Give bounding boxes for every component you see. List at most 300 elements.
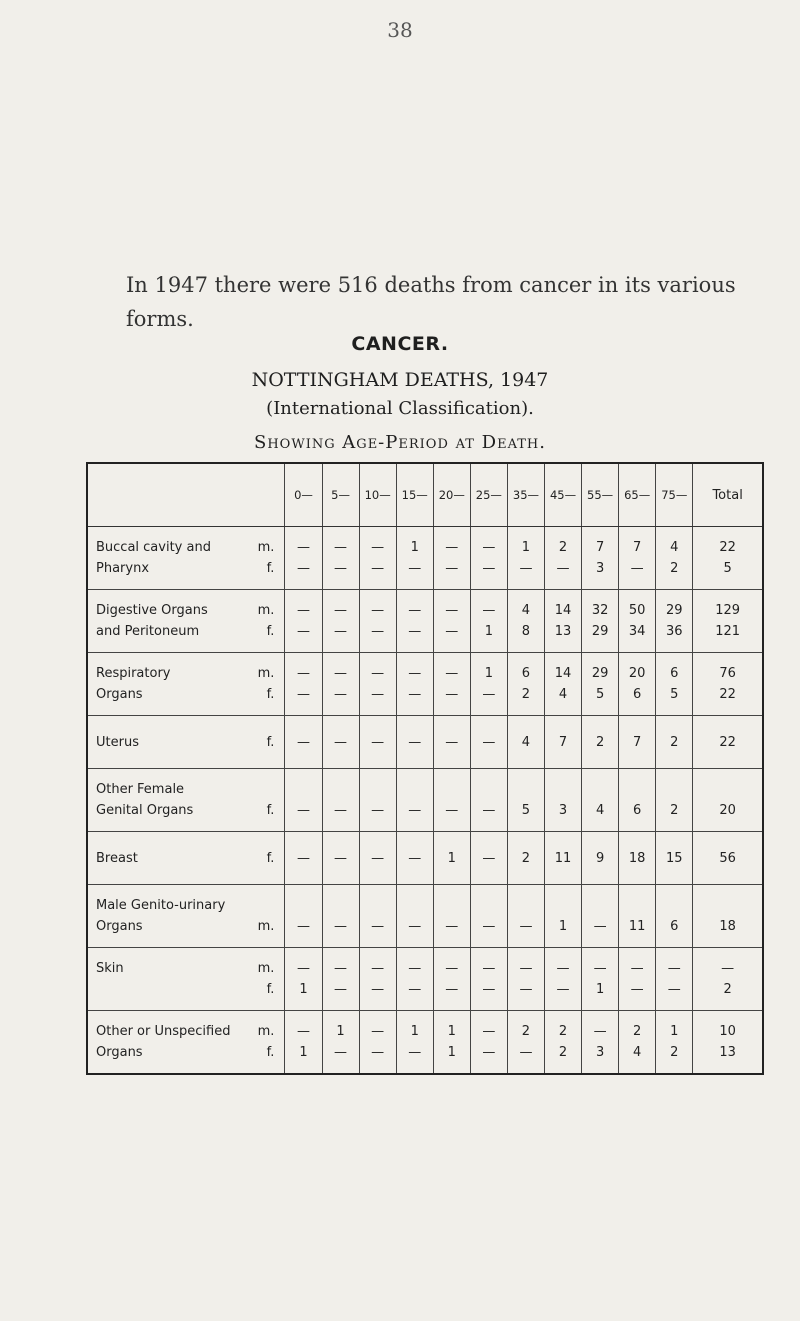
cause-label: Organs: [96, 687, 143, 702]
cell-value: 2: [723, 982, 732, 997]
cell-value: —: [445, 961, 459, 976]
count-cell: [619, 527, 656, 590]
count-cell: [656, 716, 693, 769]
sex-label: f.: [266, 734, 275, 750]
count-cell: [656, 590, 693, 653]
count-cell: [322, 885, 359, 948]
cell-value: —: [519, 919, 533, 934]
table-row: [87, 885, 763, 948]
cell-value: 1: [484, 666, 493, 681]
cause-label: Buccal cavity and: [96, 540, 211, 555]
cause-label: Breast: [96, 850, 138, 866]
cell-value: [285, 779, 321, 800]
count-cell: [656, 1011, 693, 1075]
row-label-line: [96, 732, 284, 753]
count-cell: [396, 1011, 433, 1075]
row-label: [87, 1011, 285, 1075]
cell-value: —: [519, 561, 533, 576]
sex-label: f.: [266, 982, 275, 997]
sex-label: f.: [266, 850, 275, 866]
count-cell: [470, 590, 507, 653]
count-cell: [470, 832, 507, 885]
cell-value: —: [334, 982, 348, 997]
sex-label: f.: [266, 803, 275, 818]
count-cell: [619, 769, 656, 832]
cell-value: [582, 779, 618, 800]
cancer-deaths-table-container: [86, 462, 764, 1075]
cell-value: 3: [595, 1045, 605, 1060]
header-blank: [87, 463, 285, 527]
count-cell: [285, 1011, 322, 1075]
header-age-7: 45—: [544, 463, 581, 527]
cell-value: 2: [558, 540, 568, 555]
cell-value: 2: [670, 803, 679, 818]
cell-value: 32: [591, 603, 609, 618]
cell-value: —: [593, 961, 607, 976]
table-title: NOTTINGHAM DEATHS, 1947: [251, 369, 549, 391]
row-label-line: [96, 537, 284, 558]
cell-value: —: [371, 603, 385, 618]
cell-value: 1: [299, 982, 308, 997]
cell-value: —: [296, 666, 310, 681]
page-number: 38: [387, 18, 413, 42]
cell-value: 6: [633, 803, 642, 818]
cell-value: 4: [670, 540, 679, 555]
count-cell: [322, 527, 359, 590]
cell-value: 4: [633, 1045, 642, 1060]
header-age-4: 20—: [433, 463, 470, 527]
cell-value: 18: [719, 919, 736, 934]
cell-value: 4: [521, 603, 531, 618]
total-cell: [693, 653, 763, 716]
cell-value: 2: [521, 850, 531, 866]
cell-value: 2: [633, 1024, 642, 1039]
cell-value: 1: [410, 1024, 419, 1039]
cell-value: —: [334, 850, 348, 866]
count-cell: [619, 590, 656, 653]
row-label-line: [96, 848, 284, 869]
cause-label: Other or Unspecified: [96, 1024, 231, 1039]
count-cell: [433, 590, 470, 653]
total-cell: [693, 590, 763, 653]
cell-value: 20: [628, 666, 646, 681]
cell-value: —: [519, 982, 533, 997]
table-row: [87, 948, 763, 1011]
count-cell: [507, 653, 544, 716]
cancer-deaths-table: [86, 462, 764, 1075]
cell-value: —: [445, 803, 459, 818]
cell-value: [323, 895, 359, 916]
count-cell: [359, 653, 396, 716]
cell-value: —: [721, 961, 735, 976]
count-cell: [322, 832, 359, 885]
header-age-6: 35—: [507, 463, 544, 527]
cell-value: 13: [719, 1045, 736, 1060]
cell-value: [508, 895, 544, 916]
cell-value: 76: [719, 666, 736, 681]
cell-value: [323, 779, 359, 800]
row-label-line: [96, 1021, 284, 1042]
count-cell: [433, 1011, 470, 1075]
header-age-8: 55—: [582, 463, 619, 527]
cell-value: —: [408, 687, 422, 702]
cell-value: —: [296, 850, 310, 866]
cell-value: —: [334, 803, 348, 818]
count-cell: [285, 832, 322, 885]
table-row: [87, 832, 763, 885]
cell-value: [397, 779, 433, 800]
cell-value: —: [556, 961, 570, 976]
classification-note: (International Classification).: [266, 398, 534, 419]
cell-value: —: [296, 561, 310, 576]
cell-value: —: [445, 982, 459, 997]
row-label: [87, 590, 285, 653]
row-label-line: [96, 979, 284, 1000]
row-label: [87, 948, 285, 1011]
count-cell: [507, 832, 544, 885]
cell-value: —: [371, 561, 385, 576]
cell-value: 7: [595, 540, 605, 555]
table-row: [87, 716, 763, 769]
count-cell: [285, 716, 322, 769]
count-cell: [285, 590, 322, 653]
count-cell: [619, 948, 656, 1011]
sex-label: m.: [257, 961, 275, 976]
sex-label: f.: [266, 1045, 275, 1060]
count-cell: [619, 716, 656, 769]
sex-label: m.: [257, 540, 275, 555]
count-cell: [396, 527, 433, 590]
row-label-line: [96, 800, 284, 821]
cell-value: —: [296, 803, 310, 818]
cell-value: 2: [521, 687, 531, 702]
table-row: [87, 527, 763, 590]
count-cell: [322, 948, 359, 1011]
cell-value: 22: [719, 734, 736, 750]
cell-value: 11: [628, 919, 646, 934]
count-cell: [285, 885, 322, 948]
count-cell: [582, 948, 619, 1011]
cell-value: —: [334, 540, 348, 555]
cell-value: 8: [521, 624, 531, 639]
count-cell: [582, 769, 619, 832]
count-cell: [619, 653, 656, 716]
cell-value: —: [445, 666, 459, 681]
cell-value: —: [371, 850, 385, 866]
cell-value: 7: [633, 734, 642, 750]
count-cell: [470, 948, 507, 1011]
cell-value: 29: [591, 624, 609, 639]
cell-value: 6: [521, 666, 531, 681]
cell-value: —: [334, 603, 348, 618]
cell-value: —: [630, 961, 644, 976]
sex-label: m.: [257, 603, 275, 618]
row-label: [87, 653, 285, 716]
cell-value: [545, 895, 581, 916]
cell-value: [693, 779, 762, 800]
cell-value: —: [482, 850, 496, 866]
count-cell: [396, 716, 433, 769]
cell-value: —: [482, 919, 496, 934]
count-cell: [322, 716, 359, 769]
cell-value: —: [334, 666, 348, 681]
count-cell: [544, 653, 581, 716]
count-cell: [470, 1011, 507, 1075]
cell-value: [471, 779, 507, 800]
count-cell: [470, 769, 507, 832]
cell-value: —: [296, 540, 310, 555]
cell-value: [582, 895, 618, 916]
count-cell: [619, 1011, 656, 1075]
cell-value: 5: [595, 687, 605, 702]
table-row: [87, 1011, 763, 1075]
cause-label: Respiratory: [96, 666, 171, 681]
cell-value: 1: [336, 1024, 345, 1039]
cell-value: 2: [595, 734, 605, 750]
count-cell: [433, 769, 470, 832]
cell-value: 34: [628, 624, 646, 639]
cell-value: 15: [665, 850, 683, 866]
cell-value: [656, 895, 692, 916]
cause-label: Uterus: [96, 734, 139, 750]
cell-value: —: [482, 687, 496, 702]
cell-value: —: [371, 982, 385, 997]
cell-value: —: [556, 982, 570, 997]
count-cell: [433, 885, 470, 948]
count-cell: [582, 527, 619, 590]
sex-label: m.: [257, 919, 275, 934]
cell-value: 129: [715, 603, 741, 618]
cell-value: 2: [670, 1045, 679, 1060]
count-cell: [656, 527, 693, 590]
table-row: [87, 653, 763, 716]
count-cell: [433, 653, 470, 716]
cell-value: 18: [628, 850, 646, 866]
count-cell: [582, 1011, 619, 1075]
row-label-line: [96, 600, 284, 621]
cell-value: [619, 779, 655, 800]
cell-value: 9: [595, 850, 605, 866]
row-label-line: [96, 895, 284, 916]
cell-value: —: [630, 982, 644, 997]
cell-value: [434, 779, 470, 800]
cell-value: 5: [521, 803, 531, 818]
row-label-line: [96, 663, 284, 684]
count-cell: [544, 716, 581, 769]
count-cell: [433, 948, 470, 1011]
cell-value: 2: [521, 1024, 531, 1039]
row-label-line: [96, 621, 284, 642]
cell-value: 50: [628, 603, 646, 618]
count-cell: [322, 653, 359, 716]
cause-label: and Peritoneum: [96, 624, 200, 639]
row-label-line: [96, 684, 284, 705]
cell-value: —: [482, 961, 496, 976]
cell-value: 29: [591, 666, 609, 681]
count-cell: [619, 832, 656, 885]
cell-value: —: [556, 561, 570, 576]
cause-label: Male Genito-urinary: [96, 898, 226, 913]
total-cell: [693, 885, 763, 948]
count-cell: [544, 832, 581, 885]
cell-value: 20: [719, 803, 736, 818]
cell-value: —: [482, 803, 496, 818]
cell-value: —: [334, 687, 348, 702]
row-label: [87, 527, 285, 590]
row-label: [87, 885, 285, 948]
cause-label: Organs: [96, 1045, 143, 1060]
count-cell: [582, 653, 619, 716]
cell-value: 1: [447, 850, 456, 866]
cell-value: —: [408, 603, 422, 618]
cell-value: —: [334, 1045, 348, 1060]
count-cell: [322, 769, 359, 832]
count-cell: [285, 653, 322, 716]
count-cell: [507, 590, 544, 653]
cause-label: Other Female: [96, 782, 185, 797]
count-cell: [507, 769, 544, 832]
cell-value: 1: [521, 540, 531, 555]
cell-value: 6: [670, 919, 679, 934]
total-cell: [693, 769, 763, 832]
header-age-1: 5—: [322, 463, 359, 527]
cell-value: —: [296, 603, 310, 618]
cell-value: [619, 895, 655, 916]
count-cell: [396, 885, 433, 948]
cell-value: 4: [521, 734, 531, 750]
cell-value: —: [371, 961, 385, 976]
cell-value: 36: [665, 624, 683, 639]
cause-label: Skin: [96, 961, 124, 976]
cell-value: —: [482, 540, 496, 555]
section-heading: CANCER.: [351, 333, 449, 355]
count-cell: [322, 590, 359, 653]
total-cell: [693, 1011, 763, 1075]
cell-value: 14: [554, 603, 572, 618]
cell-value: —: [593, 1024, 607, 1039]
total-cell: [693, 832, 763, 885]
cell-value: 22: [719, 687, 736, 702]
cell-value: [434, 895, 470, 916]
cell-value: 7: [633, 540, 642, 555]
row-label: [87, 832, 285, 885]
total-cell: [693, 527, 763, 590]
sex-label: f.: [266, 624, 275, 639]
count-cell: [470, 716, 507, 769]
header-row: [87, 463, 763, 527]
cell-value: —: [334, 734, 348, 750]
table-subtitle: Showing Age-Period at Death.: [254, 432, 546, 453]
cell-value: —: [593, 919, 607, 934]
cause-label: Digestive Organs: [96, 603, 208, 618]
count-cell: [285, 769, 322, 832]
cell-value: —: [334, 624, 348, 639]
cell-value: 5: [723, 561, 732, 576]
cell-value: 2: [670, 561, 679, 576]
count-cell: [396, 769, 433, 832]
cell-value: —: [296, 687, 310, 702]
cell-value: 1: [595, 982, 605, 997]
count-cell: [359, 832, 396, 885]
count-cell: [396, 653, 433, 716]
cell-value: —: [296, 1024, 310, 1039]
count-cell: [582, 590, 619, 653]
header-age-2: 10—: [359, 463, 396, 527]
cell-value: 10: [719, 1024, 736, 1039]
cell-value: —: [371, 803, 385, 818]
cell-value: 56: [719, 850, 736, 866]
cell-value: —: [519, 1045, 533, 1060]
cell-value: —: [408, 1045, 422, 1060]
cell-value: —: [334, 919, 348, 934]
cell-value: 2: [670, 734, 679, 750]
count-cell: [285, 948, 322, 1011]
cell-value: —: [408, 850, 422, 866]
count-cell: [433, 527, 470, 590]
cell-value: —: [482, 1024, 496, 1039]
table-row: [87, 590, 763, 653]
cell-value: —: [408, 666, 422, 681]
cell-value: 1: [558, 919, 568, 934]
cell-value: [360, 895, 396, 916]
cell-value: 6: [633, 687, 642, 702]
cell-value: —: [408, 961, 422, 976]
total-cell: [693, 716, 763, 769]
cell-value: 2: [558, 1045, 568, 1060]
cell-value: 22: [719, 540, 736, 555]
count-cell: [582, 832, 619, 885]
row-label-line: [96, 958, 284, 979]
cell-value: 5: [670, 687, 679, 702]
count-cell: [656, 832, 693, 885]
row-label-line: [96, 558, 284, 579]
row-label: [87, 769, 285, 832]
cell-value: —: [445, 561, 459, 576]
cell-value: —: [667, 982, 681, 997]
cell-value: 121: [715, 624, 741, 639]
cell-value: 1: [299, 1045, 308, 1060]
cell-value: —: [371, 624, 385, 639]
cell-value: —: [408, 919, 422, 934]
cause-label: Organs: [96, 919, 143, 934]
cell-value: —: [482, 561, 496, 576]
cell-value: —: [371, 1024, 385, 1039]
cell-value: 1: [447, 1045, 456, 1060]
cell-value: —: [296, 624, 310, 639]
header-age-10: 75—: [656, 463, 693, 527]
sex-label: m.: [257, 1024, 275, 1039]
cell-value: 13: [554, 624, 572, 639]
count-cell: [507, 885, 544, 948]
count-cell: [359, 527, 396, 590]
cell-value: —: [408, 982, 422, 997]
cell-value: 1: [670, 1024, 679, 1039]
cell-value: —: [408, 803, 422, 818]
cell-value: —: [408, 734, 422, 750]
cause-label: Pharynx: [96, 561, 150, 576]
count-cell: [656, 948, 693, 1011]
cell-value: —: [371, 734, 385, 750]
count-cell: [470, 527, 507, 590]
cell-value: —: [296, 961, 310, 976]
sex-label: f.: [266, 561, 275, 576]
count-cell: [359, 1011, 396, 1075]
table-body: [87, 527, 763, 1075]
header-age-3: 15—: [396, 463, 433, 527]
row-label-line: [96, 916, 284, 937]
cell-value: —: [445, 919, 459, 934]
cell-value: [693, 895, 762, 916]
